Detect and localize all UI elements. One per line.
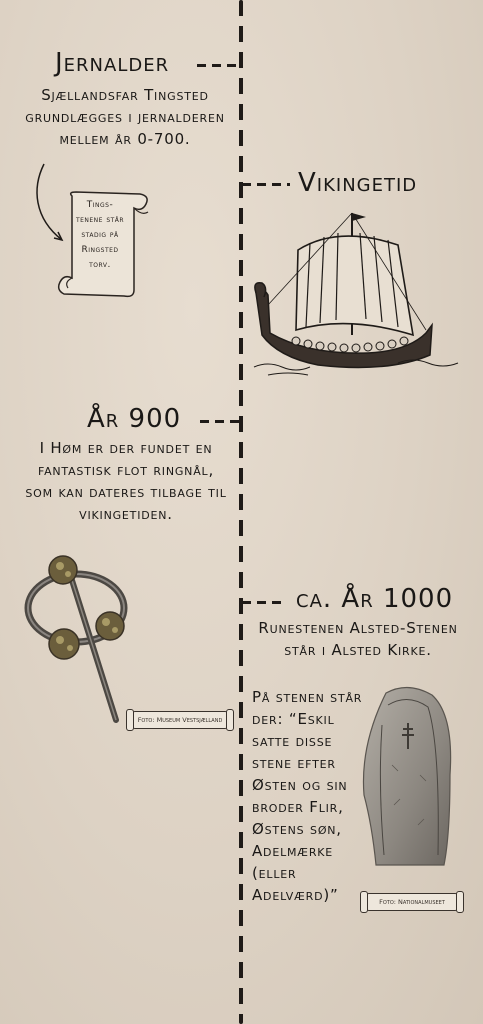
section-title-aar-1000: ca. År 1000 [296, 584, 454, 614]
timeline-connector [242, 183, 290, 186]
timeline-connector [242, 601, 286, 604]
section-title-aar-900: År 900 [87, 404, 182, 434]
rune-stone-icon [358, 685, 458, 870]
ring-brooch-icon [18, 550, 138, 730]
scroll-note-text: Tings- tenene står stadig på Ringsted torv. [75, 200, 125, 270]
photo-credit-museum: Foto: Museum Vestsjælland [132, 711, 228, 729]
section-text-aar-1000: Runestenen Alsted-Stenen står i Alsted Kirke. [258, 619, 458, 659]
section-title-jernalder: Jernalder [55, 48, 170, 78]
timeline-connector [197, 64, 241, 67]
section-title-vikingetid: Vikingetid [298, 168, 418, 198]
timeline-connector [200, 420, 242, 423]
viking-ship-icon [248, 205, 463, 380]
scroll-note [54, 190, 154, 300]
photo-credit-nationalmuseet: Foto: Nationalmuseet [366, 893, 458, 911]
section-text-jernalder: Sjællandsfar Tingsted grundlægges i jernalderen mellem år 0-700. [25, 86, 225, 148]
rune-inscription: På stenen står der: “Eskil satte disse stene efter Østen og sin broder Flir, Østens søn, Adelmærke (eller Adelværd)” [252, 688, 363, 904]
section-text-aar-900: I Høm er der fundet en fantastisk flot ringnål, som kan dateres tilbage til vikingetiden. [25, 439, 227, 523]
timeline-line [239, 0, 243, 1024]
